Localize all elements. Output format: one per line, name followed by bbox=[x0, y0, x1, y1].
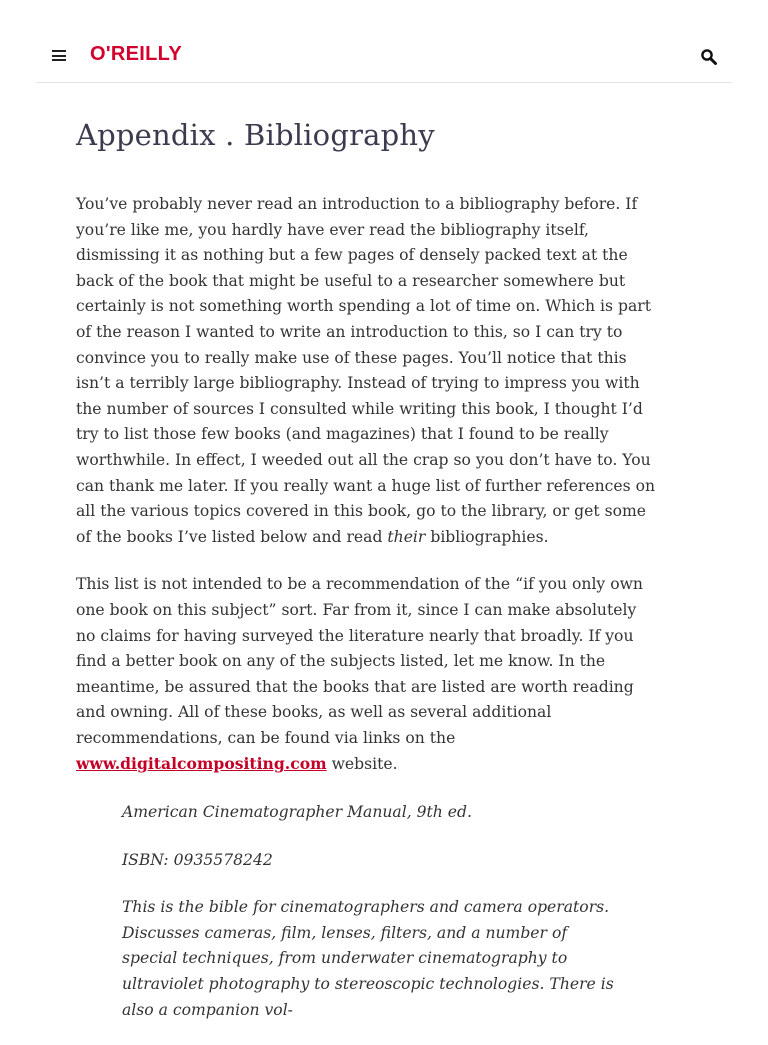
bibliography-entry bbox=[76, 800, 660, 1023]
intro-paragraph-1-text: You’ve probably never read an introduction to a bibliography before. If you’re like me, you hardly have ever read the bibliography itself, dismissing it as nothing but a few pages of densely packed text at the back of the book that might be useful to a researcher somewhere but certainly is not something worth spending a lot of time on. Which is part of the reason I wanted to write an introduction to this, so I can try to convince you to really make use of these pages. You’ll notice that this isn’t a terribly large bibliography. Instead of trying to impress you with the number of sources I consulted while writing this book, I thought I’d try to list those few books (and magazines) that I found to be really worthwhile. In effect, I weeded out all the crap so you don’t have to. You can thank me later. If you really want a huge list of further references on all the various topics covered in this book, go to the library, or get some of the books I’ve listed below and read bbox=[76, 195, 656, 546]
intro-paragraph-2 bbox=[76, 572, 660, 778]
intro-paragraph-1-end: bibliographies. bbox=[425, 527, 549, 546]
website-link[interactable]: www.digitalcompositing.com bbox=[76, 754, 327, 774]
article-content bbox=[76, 118, 660, 1045]
emphasis-their: their bbox=[387, 527, 426, 546]
intro-paragraph-2-end: website. bbox=[326, 755, 398, 774]
oreilly-logo[interactable]: O'REILLY bbox=[90, 43, 182, 65]
entry-description: This is the bible for cinematographers and camera operators. Discusses cameras, film, lenses, filters, and a number of special techniques, from underwater cinematography to ultraviolet photography to stereoscopic technologies. There is also a companion vol- bbox=[122, 898, 614, 1019]
top-bar bbox=[36, 26, 732, 83]
intro-paragraph-1 bbox=[76, 192, 660, 550]
intro-paragraph-2-text: This list is not intended to be a recommendation of the “if you only own one book on this subject” sort. Far from it, since I can make absolutely no claims for having surveyed the literature nearly that broadly. If you find a better book on any of the subjects listed, let me know. In the meantime, be assured that the books that are listed are worth reading and owning. All of these books, as well as several additional recommendations, can be found via links on the bbox=[76, 575, 643, 747]
entry-isbn: ISBN: 0935578242 bbox=[122, 850, 273, 869]
page-title: Appendix . Bibliography bbox=[76, 118, 435, 152]
search-icon[interactable] bbox=[700, 48, 718, 66]
entry-title: American Cinematographer Manual, 9th ed. bbox=[122, 803, 472, 822]
hamburger-menu-icon[interactable] bbox=[52, 50, 66, 61]
